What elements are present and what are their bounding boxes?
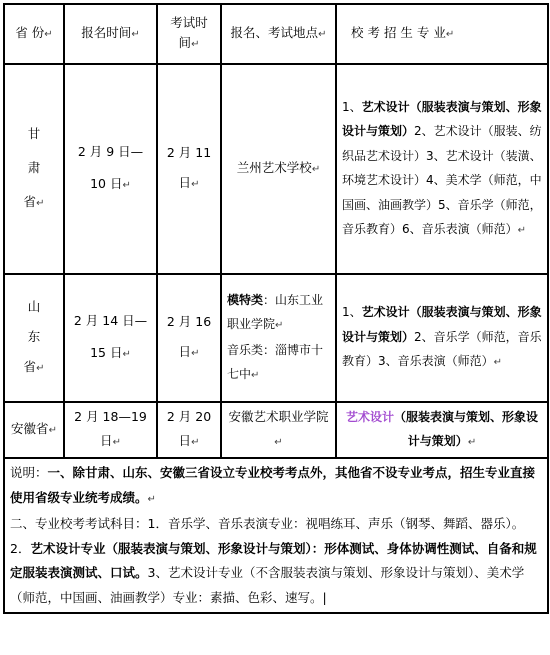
registration-time-cell: 2 月 18—19 日↵ bbox=[64, 402, 157, 458]
header-exam-time: 考试时 间↵ bbox=[157, 4, 221, 64]
majors-cell: 1、艺术设计（服装表演与策划、形象设计与策划）2、音乐学（师范，音乐教育）3、音乐表演（师范）↵ bbox=[336, 274, 548, 402]
registration-time-cell: 2 月 14 日— 15 日↵ bbox=[64, 274, 157, 402]
note-cell bbox=[4, 458, 548, 613]
exam-time-cell: 2 月 16 日↵ bbox=[157, 274, 221, 402]
note-paragraph-1: 说明：一、除甘肃、山东、安徽三省设立专业校考考点外，其他省不设专业考点，招生专业直接使用省级专业统考成绩。↵ bbox=[10, 465, 536, 505]
province-cell: 山 东 省↵ bbox=[4, 274, 64, 402]
table-row-anhui bbox=[4, 402, 548, 458]
location-cell: 模特类：山东工业职业学院↵ 音乐类：淄博市十七中↵ bbox=[221, 274, 336, 402]
province-cell: 安徽省↵ bbox=[4, 402, 64, 458]
header-registration-time: 报名时间↵ bbox=[64, 4, 157, 64]
exam-time-cell: 2 月 20 日↵ bbox=[157, 402, 221, 458]
majors-cell: 艺术设计（服装表演与策划、形象设计与策划）↵ bbox=[336, 402, 548, 458]
note-row bbox=[4, 458, 548, 613]
registration-time-cell: 2 月 9 日— 10 日↵ bbox=[64, 64, 157, 274]
header-location: 报名、考试地点↵ bbox=[221, 4, 336, 64]
majors-cell: 1、艺术设计（服装表演与策划、形象设计与策划）2、艺术设计（服装、纺织品艺术设计）3、艺术设计（装潢、环境艺术设计）4、美术学（师范，中国画、油画教学）5、音乐学（师范，音乐教育）6、音乐表演（师范）↵ bbox=[336, 64, 548, 274]
province-cell: 甘 肃 省↵ bbox=[4, 64, 64, 274]
header-row bbox=[4, 4, 548, 64]
admissions-table bbox=[3, 3, 549, 614]
exam-time-cell: 2 月 11 日↵ bbox=[157, 64, 221, 274]
table-row-shandong bbox=[4, 274, 548, 402]
location-cell: 安徽艺术职业学院↵ bbox=[221, 402, 336, 458]
table-row-gansu bbox=[4, 64, 548, 274]
note-paragraph-2: 二、专业校考考试科目：1．音乐学、音乐表演专业：视唱练耳、声乐（钢琴、舞蹈、器乐）。2．艺术设计专业（服装表演与策划、形象设计与策划）：形体测试、身体协调性测试、自备和规定服装表演测试、口试。3、艺术设计专业（不含服装表演与策划、形象设计与策划）、美术学（师范，中国画、油画教学）专业：素描、色彩、速写。| bbox=[10, 516, 537, 605]
header-province: 省 份↵ bbox=[4, 4, 64, 64]
header-majors: 校 考 招 生 专 业↵ bbox=[336, 4, 548, 64]
location-cell: 兰州艺术学校↵ bbox=[221, 64, 336, 274]
